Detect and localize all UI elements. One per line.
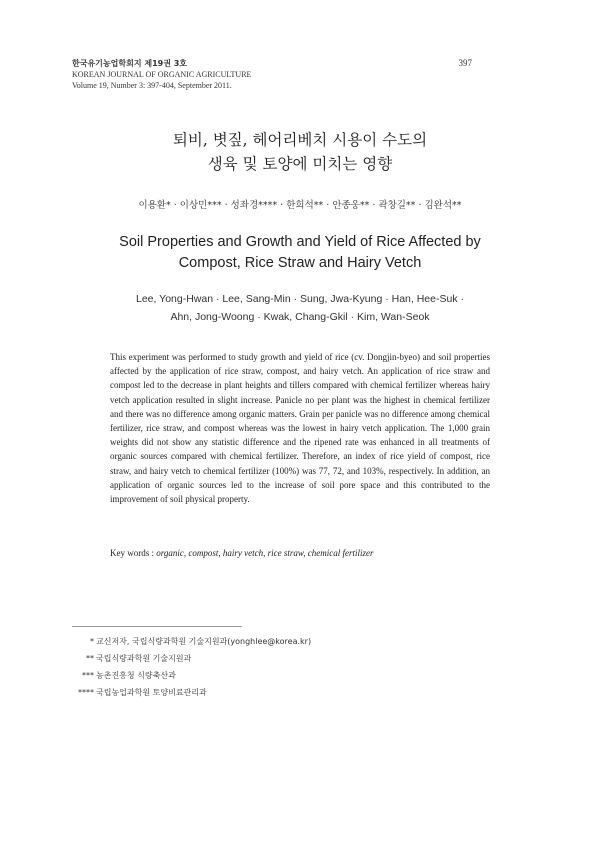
journal-volume-info: Volume 19, Number 3: 397-404, September 2011. [72, 81, 232, 90]
footnote-mark: * [90, 637, 94, 646]
authors-korean: 이용환* · 이상민*** · 성좌경**** · 한희석** · 안종웅** · 곽창길** · 김완석** [138, 200, 462, 211]
footnote-text: 농촌진흥청 식량축산과 [96, 671, 176, 680]
authors-english-line-1: Lee, Yong-Hwan · Lee, Sang-Min · Sung, Jwa-Kyung · Han, Hee-Suk · [135, 293, 464, 305]
footnote-divider [72, 626, 242, 627]
english-title-line-2: Compost, Rice Straw and Hairy Vetch [178, 255, 422, 271]
footnote-text: 국립농업과학원 토양비료관리과 [96, 688, 207, 697]
footnote-mark: *** [82, 671, 94, 680]
keywords-list: organic, compost, hairy vetch, rice straw, chemical fertilizer [156, 548, 374, 558]
english-title-line-1: Soil Properties and Growth and Yield of Rice Affected by [119, 234, 481, 250]
footnote [72, 667, 311, 684]
journal-name-korean: 한국유기농업학회지 제19권 3호 [72, 59, 188, 68]
footnotes [72, 633, 311, 701]
footnote [72, 684, 311, 701]
footnote-text: 교신저자, 국립식량과학원 기술지원과(yonghlee@korea.kr) [96, 637, 312, 646]
english-title [0, 232, 600, 274]
footnote-mark: ** [86, 654, 94, 663]
footnote [72, 633, 311, 650]
authors-english-line-2: Ahn, Jong-Woong · Kwak, Chang-Gkil · Kim, Wan-Seok [170, 311, 430, 323]
korean-title [0, 128, 600, 176]
korean-title-line-2: 생육 및 토양에 미치는 영향 [207, 155, 393, 173]
journal-name-english: KOREAN JOURNAL OF ORGANIC AGRICULTURE [72, 70, 252, 79]
footnote [72, 650, 311, 667]
page-number: 397 [458, 58, 472, 68]
korean-title-line-1: 퇴비, 볏짚, 헤어리베치 시용이 수도의 [172, 131, 428, 149]
abstract: This experiment was performed to study growth and yield of rice (cv. Dongjin-byeo) and soil properties affected by the application of rice straw, compost, and hairy vetch. An application of rice straw and compost led to the decrease in plant heights and tillers compared with chemical fertilizer whereas hairy vetch application resulted in slight increase. Panicle no per plant was the highest in chemical fertilizer and there was no difference among organic matters. Grain per panicle was no difference among chemical fertilizer, rice straw, and compost whereas was the lowest in hairy vetch application. The 1,000 grain weights did not show any statistic difference and the ripened rate was enhanced in all treatments of organic sources compared with chemical fertilizer. Therefore, an index of rice yield of compost, rice straw, and hairy vetch to chemical fertilizer (100%) was 77, 72, and 103%, respectively. In addition, an application of organic sources led to the increase of soil pore space and this contributed to the improvement of soil physical property. [110, 352, 490, 505]
journal-header [72, 58, 251, 91]
footnote-text: 국립식량과학원 기술지원과 [96, 654, 192, 663]
keywords-label: Key words : [110, 548, 154, 558]
authors-english [0, 290, 600, 326]
keywords [110, 548, 500, 558]
footnote-mark: **** [78, 688, 94, 697]
